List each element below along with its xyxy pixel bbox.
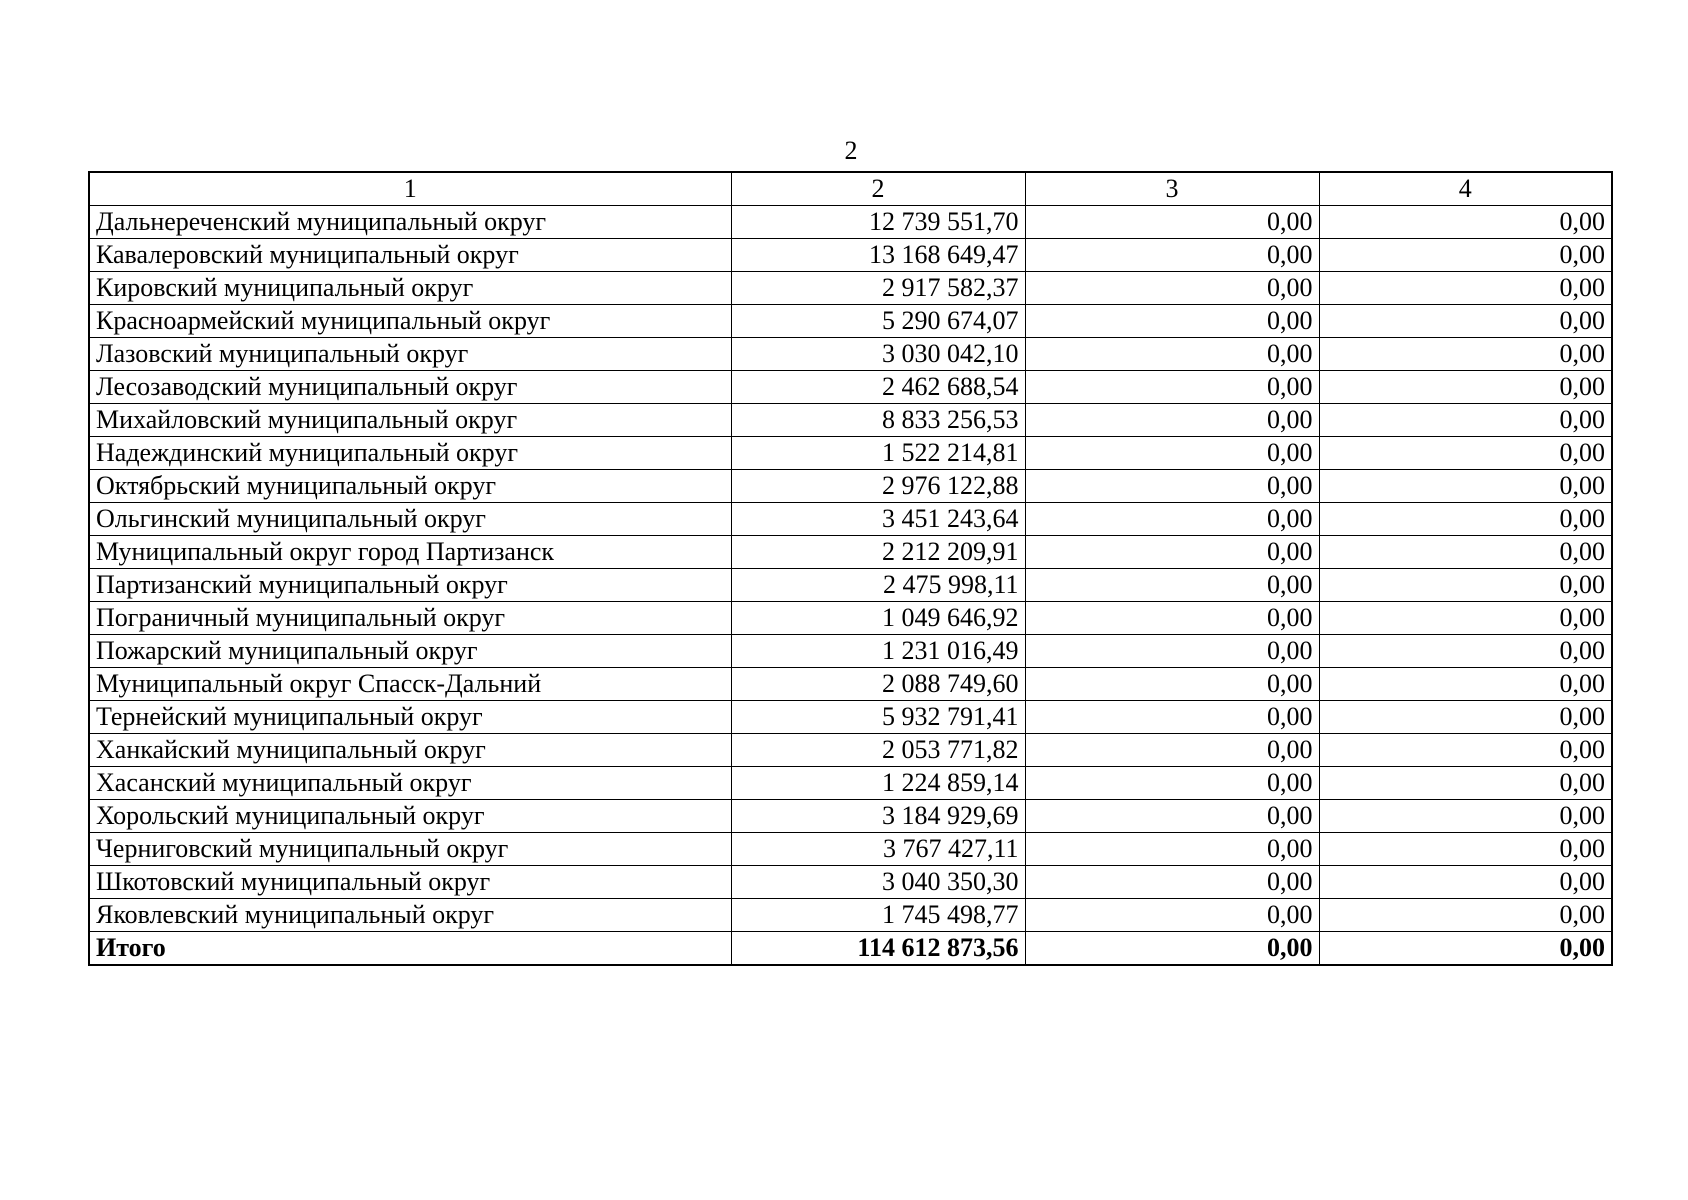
value-col3-cell: 0,00 <box>1025 239 1319 272</box>
district-name-cell: Муниципальный округ город Партизанск <box>89 536 731 569</box>
value-col2-cell: 3 040 350,30 <box>731 866 1025 899</box>
table-row <box>89 899 1612 932</box>
value-col2-cell: 2 053 771,82 <box>731 734 1025 767</box>
table-row <box>89 536 1612 569</box>
table-row <box>89 866 1612 899</box>
value-col3-cell: 0,00 <box>1025 635 1319 668</box>
value-col3-cell: 0,00 <box>1025 602 1319 635</box>
table-row <box>89 569 1612 602</box>
district-name-cell: Ольгинский муниципальный округ <box>89 503 731 536</box>
value-col3-cell: 0,00 <box>1025 866 1319 899</box>
value-col4-cell: 0,00 <box>1319 371 1612 404</box>
value-col2-cell: 3 184 929,69 <box>731 800 1025 833</box>
value-col2-cell: 5 290 674,07 <box>731 305 1025 338</box>
value-col4-cell: 0,00 <box>1319 503 1612 536</box>
table-row <box>89 635 1612 668</box>
value-col3-cell: 0,00 <box>1025 800 1319 833</box>
district-name-cell: Михайловский муниципальный округ <box>89 404 731 437</box>
district-name-cell: Яковлевский муниципальный округ <box>89 899 731 932</box>
value-col4-cell: 0,00 <box>1319 536 1612 569</box>
district-name-cell: Кировский муниципальный округ <box>89 272 731 305</box>
district-name-cell: Лесозаводский муниципальный округ <box>89 371 731 404</box>
district-name-cell: Пожарский муниципальный округ <box>89 635 731 668</box>
column-header: 4 <box>1319 172 1612 206</box>
district-name-cell: Кавалеровский муниципальный округ <box>89 239 731 272</box>
total-value-col4: 0,00 <box>1319 932 1612 966</box>
value-col4-cell: 0,00 <box>1319 305 1612 338</box>
table-row <box>89 206 1612 239</box>
table-row <box>89 371 1612 404</box>
value-col3-cell: 0,00 <box>1025 668 1319 701</box>
value-col3-cell: 0,00 <box>1025 305 1319 338</box>
value-col2-cell: 2 917 582,37 <box>731 272 1025 305</box>
table-row <box>89 503 1612 536</box>
value-col3-cell: 0,00 <box>1025 437 1319 470</box>
value-col4-cell: 0,00 <box>1319 602 1612 635</box>
page-number: 2 <box>844 136 858 165</box>
table-row <box>89 734 1612 767</box>
value-col4-cell: 0,00 <box>1319 470 1612 503</box>
column-header: 3 <box>1025 172 1319 206</box>
value-col3-cell: 0,00 <box>1025 833 1319 866</box>
district-name-cell: Лазовский муниципальный округ <box>89 338 731 371</box>
table-row <box>89 833 1612 866</box>
value-col3-cell: 0,00 <box>1025 767 1319 800</box>
value-col4-cell: 0,00 <box>1319 668 1612 701</box>
district-name-cell: Тернейский муниципальный округ <box>89 701 731 734</box>
value-col4-cell: 0,00 <box>1319 635 1612 668</box>
district-name-cell: Пограничный муниципальный округ <box>89 602 731 635</box>
value-col3-cell: 0,00 <box>1025 470 1319 503</box>
table-row <box>89 602 1612 635</box>
value-col3-cell: 0,00 <box>1025 371 1319 404</box>
value-col2-cell: 2 462 688,54 <box>731 371 1025 404</box>
value-col2-cell: 2 088 749,60 <box>731 668 1025 701</box>
value-col4-cell: 0,00 <box>1319 437 1612 470</box>
value-col2-cell: 13 168 649,47 <box>731 239 1025 272</box>
value-col2-cell: 1 745 498,77 <box>731 899 1025 932</box>
table-row <box>89 767 1612 800</box>
value-col2-cell: 2 212 209,91 <box>731 536 1025 569</box>
value-col4-cell: 0,00 <box>1319 206 1612 239</box>
value-col2-cell: 1 231 016,49 <box>731 635 1025 668</box>
value-col4-cell: 0,00 <box>1319 404 1612 437</box>
column-header: 2 <box>731 172 1025 206</box>
value-col2-cell: 1 049 646,92 <box>731 602 1025 635</box>
value-col3-cell: 0,00 <box>1025 338 1319 371</box>
table-row <box>89 338 1612 371</box>
table-row <box>89 305 1612 338</box>
table-row <box>89 437 1612 470</box>
value-col4-cell: 0,00 <box>1319 701 1612 734</box>
table-row <box>89 800 1612 833</box>
header-row <box>89 172 1612 206</box>
value-col3-cell: 0,00 <box>1025 503 1319 536</box>
value-col3-cell: 0,00 <box>1025 536 1319 569</box>
total-value-col3: 0,00 <box>1025 932 1319 966</box>
value-col2-cell: 1 522 214,81 <box>731 437 1025 470</box>
value-col4-cell: 0,00 <box>1319 899 1612 932</box>
total-label: Итого <box>89 932 731 966</box>
table-row <box>89 470 1612 503</box>
value-col4-cell: 0,00 <box>1319 833 1612 866</box>
table-footer <box>89 932 1612 966</box>
district-name-cell: Хорольский муниципальный округ <box>89 800 731 833</box>
table-body <box>89 206 1612 932</box>
table-row <box>89 239 1612 272</box>
district-name-cell: Черниговский муниципальный округ <box>89 833 731 866</box>
value-col2-cell: 8 833 256,53 <box>731 404 1025 437</box>
value-col3-cell: 0,00 <box>1025 899 1319 932</box>
district-name-cell: Ханкайский муниципальный округ <box>89 734 731 767</box>
district-name-cell: Дальнереченский муниципальный округ <box>89 206 731 239</box>
value-col2-cell: 3 767 427,11 <box>731 833 1025 866</box>
table-row <box>89 701 1612 734</box>
table-row <box>89 404 1612 437</box>
district-name-cell: Муниципальный округ Спасск-Дальний <box>89 668 731 701</box>
value-col2-cell: 3 030 042,10 <box>731 338 1025 371</box>
value-col4-cell: 0,00 <box>1319 338 1612 371</box>
value-col3-cell: 0,00 <box>1025 272 1319 305</box>
value-col4-cell: 0,00 <box>1319 800 1612 833</box>
value-col2-cell: 1 224 859,14 <box>731 767 1025 800</box>
value-col4-cell: 0,00 <box>1319 239 1612 272</box>
district-name-cell: Хасанский муниципальный округ <box>89 767 731 800</box>
district-name-cell: Красноармейский муниципальный округ <box>89 305 731 338</box>
value-col2-cell: 3 451 243,64 <box>731 503 1025 536</box>
district-name-cell: Шкотовский муниципальный округ <box>89 866 731 899</box>
district-name-cell: Надеждинский муниципальный округ <box>89 437 731 470</box>
value-col4-cell: 0,00 <box>1319 866 1612 899</box>
value-col4-cell: 0,00 <box>1319 272 1612 305</box>
value-col3-cell: 0,00 <box>1025 701 1319 734</box>
value-col4-cell: 0,00 <box>1319 569 1612 602</box>
district-name-cell: Октябрьский муниципальный округ <box>89 470 731 503</box>
table-row <box>89 668 1612 701</box>
value-col2-cell: 2 475 998,11 <box>731 569 1025 602</box>
value-col3-cell: 0,00 <box>1025 569 1319 602</box>
column-header: 1 <box>89 172 731 206</box>
total-value-col2: 114 612 873,56 <box>731 932 1025 966</box>
district-name-cell: Партизанский муниципальный округ <box>89 569 731 602</box>
value-col3-cell: 0,00 <box>1025 404 1319 437</box>
total-row <box>89 932 1612 966</box>
table-header <box>89 172 1612 206</box>
value-col4-cell: 0,00 <box>1319 767 1612 800</box>
value-col2-cell: 2 976 122,88 <box>731 470 1025 503</box>
value-col2-cell: 12 739 551,70 <box>731 206 1025 239</box>
data-table <box>88 171 1613 966</box>
table-row <box>89 272 1612 305</box>
value-col3-cell: 0,00 <box>1025 734 1319 767</box>
value-col4-cell: 0,00 <box>1319 734 1612 767</box>
value-col2-cell: 5 932 791,41 <box>731 701 1025 734</box>
value-col3-cell: 0,00 <box>1025 206 1319 239</box>
